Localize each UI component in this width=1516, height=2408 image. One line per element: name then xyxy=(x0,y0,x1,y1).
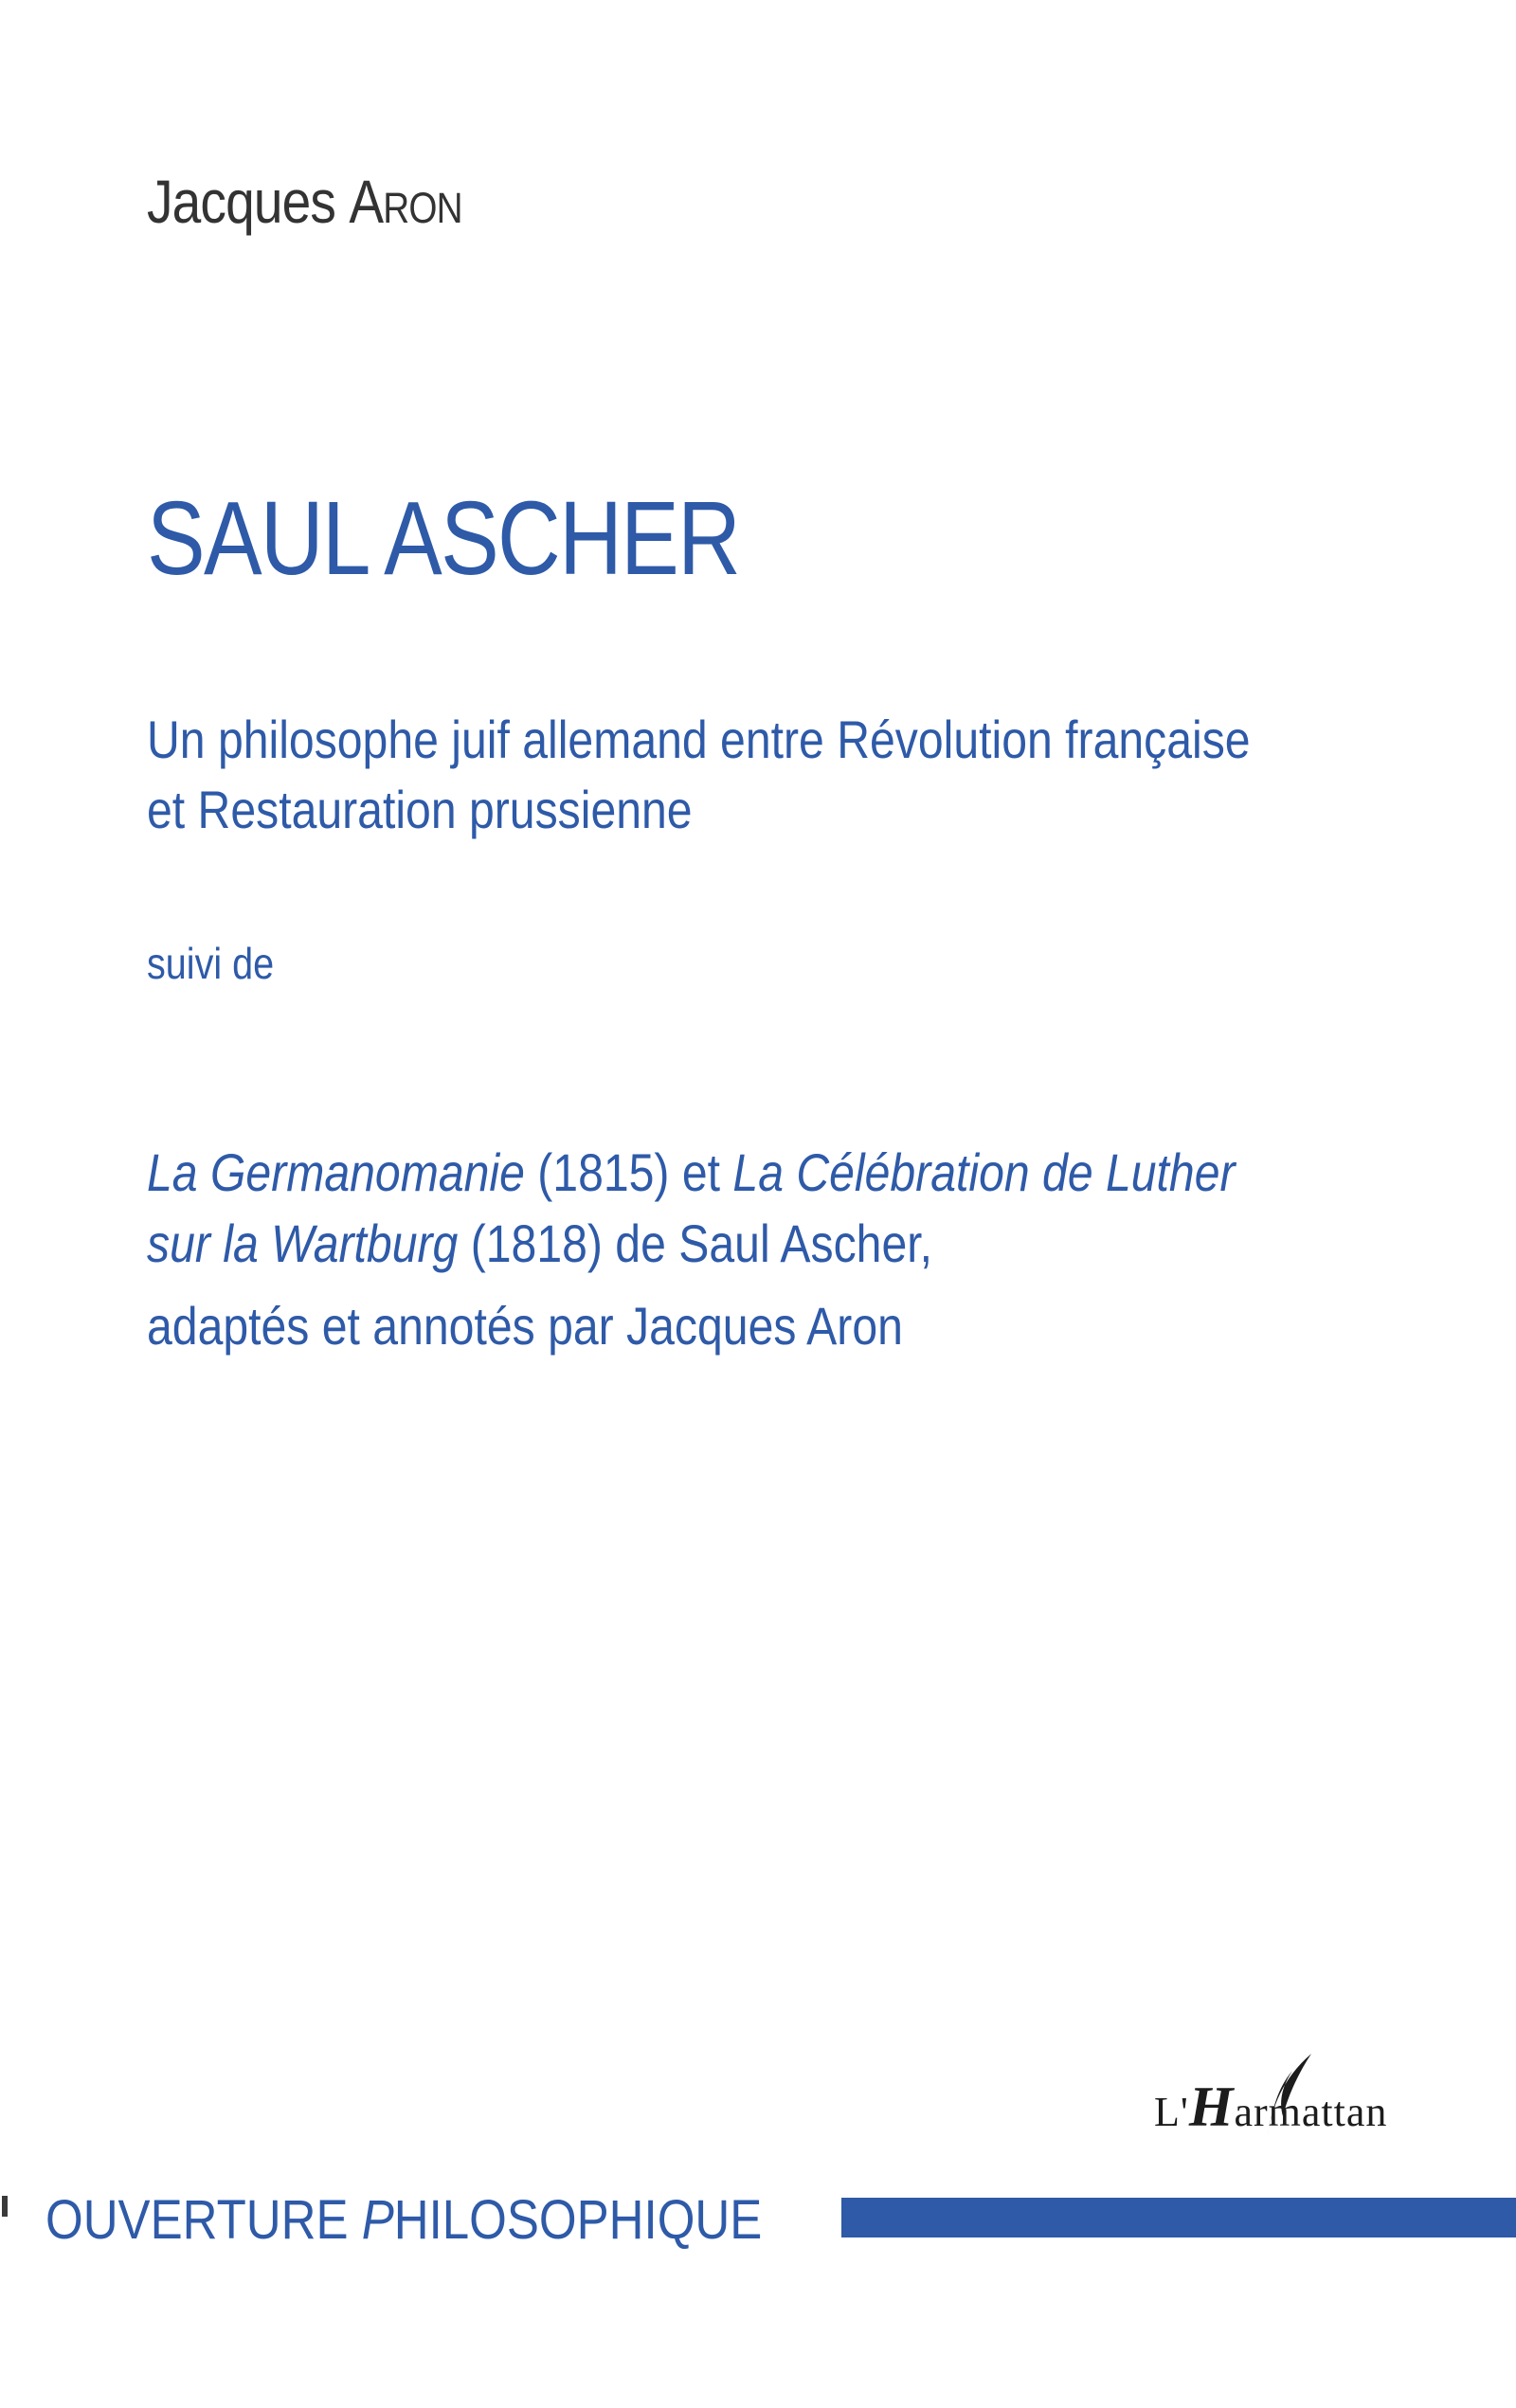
work-year-1815: (1815) et xyxy=(537,1142,733,1202)
author-last-name: Aron xyxy=(349,168,462,236)
works-list xyxy=(147,1137,1236,1279)
subtitle-line-1: Un philosophe juif allemand entre Révolution française xyxy=(147,710,1251,769)
work-year-1818: (1818) de Saul Ascher, xyxy=(470,1213,932,1273)
works-line-2 xyxy=(147,1208,1236,1279)
series-bar xyxy=(841,2198,1516,2237)
series-initial: P xyxy=(361,2189,394,2251)
works-line-1 xyxy=(147,1137,1236,1208)
publisher-logo xyxy=(1154,2056,1419,2141)
author-first-name: Jacques xyxy=(147,168,335,236)
suivi-de-label: suivi de xyxy=(147,939,275,988)
book-subtitle xyxy=(147,705,1251,845)
work-title-celebration-line-1: La Célébration de Luther xyxy=(732,1142,1236,1202)
series-part-2: HILOSOPHIQUE xyxy=(393,2189,763,2251)
work-title-celebration-line-2: sur la Wartburg xyxy=(147,1213,459,1273)
publisher-name xyxy=(1154,2075,1387,2140)
author-name xyxy=(147,167,462,237)
work-title-germanomanie: La Germanomanie xyxy=(147,1142,525,1202)
subtitle-line-2: et Restauration prussienne xyxy=(147,780,693,839)
book-title: SAUL ASCHER xyxy=(147,480,740,597)
publisher-rest: armattan xyxy=(1234,2089,1388,2135)
series-part-1: OUVERTURE xyxy=(45,2189,362,2251)
publisher-prefix: L' xyxy=(1154,2089,1189,2135)
edge-mark xyxy=(2,2196,8,2217)
adaptation-credit: adaptés et annotés par Jacques Aron xyxy=(147,1296,903,1356)
publisher-initial: H xyxy=(1188,2076,1235,2138)
series-name xyxy=(45,2188,762,2252)
